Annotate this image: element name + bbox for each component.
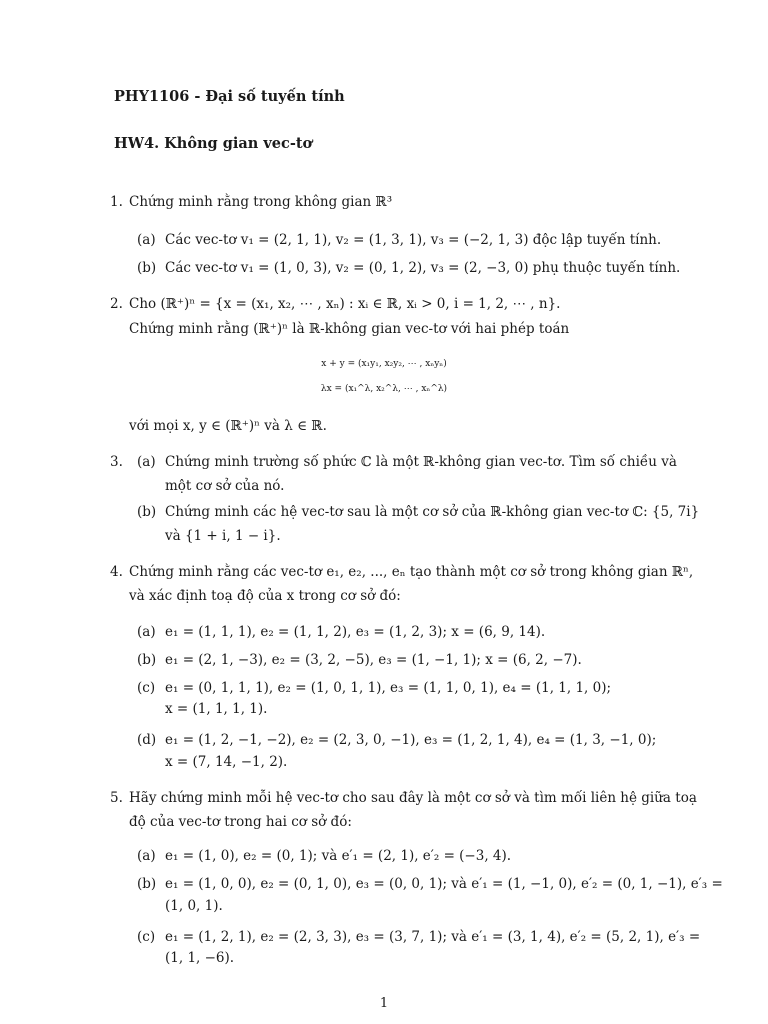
page-number: 1 [379,996,389,1011]
part-text: x = (1, 1, 1, 1). [165,701,268,717]
problem-number: 1. [110,194,123,210]
display-equation: λx = (x₁^λ, x₂^λ, ⋯ , xₙ^λ) [320,384,448,394]
part-label: (a) [137,232,156,248]
part-text: e₁ = (0, 1, 1, 1), e₂ = (1, 0, 1, 1), e₃ = (1, 1, 0, 1), e₄ = (1, 1, 1, 0); [165,680,612,696]
part-label: (a) [137,624,156,640]
part-text: e₁ = (1, 1, 1), e₂ = (1, 1, 2), e₃ = (1, 2, 3); x = (6, 9, 14). [165,624,546,640]
homework-title: HW4. Không gian vec-tơ [114,135,313,152]
problem-number: 5. [110,790,123,806]
part-label: (c) [137,929,156,945]
part-text: Chứng minh các hệ vec-tơ sau là một cơ sở của ℝ-không gian vec-tơ ℂ: {5, 7i} [165,504,700,520]
part-label: (b) [137,260,157,276]
part-text: (1, 1, −6). [165,950,235,966]
part-label: (a) [137,454,156,470]
part-label: (d) [137,732,157,748]
part-label: (c) [137,680,156,696]
part-label: (b) [137,876,157,892]
part-text: e₁ = (1, 2, 1), e₂ = (2, 3, 3), e₃ = (3, 7, 1); và e′₁ = (3, 1, 4), e′₂ = (5, 2, 1), e′₃ = [165,929,701,945]
problem-number: 4. [110,564,123,580]
part-text: e₁ = (2, 1, −3), e₂ = (3, 2, −5), e₃ = (1, −1, 1); x = (6, 2, −7). [165,652,582,668]
part-label: (b) [137,504,157,520]
course-title: PHY1106 - Đại số tuyến tính [114,88,345,105]
problem-text: độ của vec-tơ trong hai cơ sở đó: [129,814,352,830]
part-label: (a) [137,848,156,864]
part-text: Các vec-tơ v₁ = (1, 0, 3), v₂ = (0, 1, 2), v₃ = (2, −3, 0) phụ thuộc tuyến tính. [165,260,681,276]
part-text: và {1 + i, 1 − i}. [165,528,281,544]
display-equation: x + y = (x₁y₁, x₂y₂, ⋯ , xₙyₙ) [321,359,447,369]
part-text: Các vec-tơ v₁ = (2, 1, 1), v₂ = (1, 3, 1), v₃ = (−2, 1, 3) độc lập tuyến tính. [165,232,662,248]
problem-text: và xác định toạ độ của x trong cơ sở đó: [129,588,401,604]
part-text: e₁ = (1, 0), e₂ = (0, 1); và e′₁ = (2, 1), e′₂ = (−3, 4). [165,848,512,864]
part-text: một cơ sở của nó. [165,478,285,494]
part-text: e₁ = (1, 0, 0), e₂ = (0, 1, 0), e₃ = (0, 0, 1); và e′₁ = (1, −1, 0), e′₂ = (0, 1, −1), e′₃ = [165,876,723,892]
problem-text: Chứng minh rằng (ℝ⁺)ⁿ là ℝ-không gian vec-tơ với hai phép toán [129,321,570,337]
problem-text: với mọi x, y ∈ (ℝ⁺)ⁿ và λ ∈ ℝ. [129,418,327,434]
part-text: (1, 0, 1). [165,898,223,914]
problem-text: Hãy chứng minh mỗi hệ vec-tơ cho sau đây là một cơ sở và tìm mối liên hệ giữa toạ [129,790,697,806]
problem-text: Chứng minh rằng trong không gian ℝ³ [129,194,393,210]
problem-number: 2. [110,296,123,312]
problem-number: 3. [110,454,123,470]
problem-text: Cho (ℝ⁺)ⁿ = {x = (x₁, x₂, ⋯ , xₙ) : xᵢ ∈ ℝ, xᵢ > 0, i = 1, 2, ⋯ , n}. [129,296,561,312]
problem-text: Chứng minh rằng các vec-tơ e₁, e₂, ..., eₙ tạo thành một cơ sở trong không gian ℝⁿ, [129,564,694,580]
part-text: e₁ = (1, 2, −1, −2), e₂ = (2, 3, 0, −1), e₃ = (1, 2, 1, 4), e₄ = (1, 3, −1, 0); [165,732,657,748]
part-text: x = (7, 14, −1, 2). [165,754,288,770]
part-label: (b) [137,652,157,668]
part-text: Chứng minh trường số phức ℂ là một ℝ-không gian vec-tơ. Tìm số chiều và [165,454,677,470]
